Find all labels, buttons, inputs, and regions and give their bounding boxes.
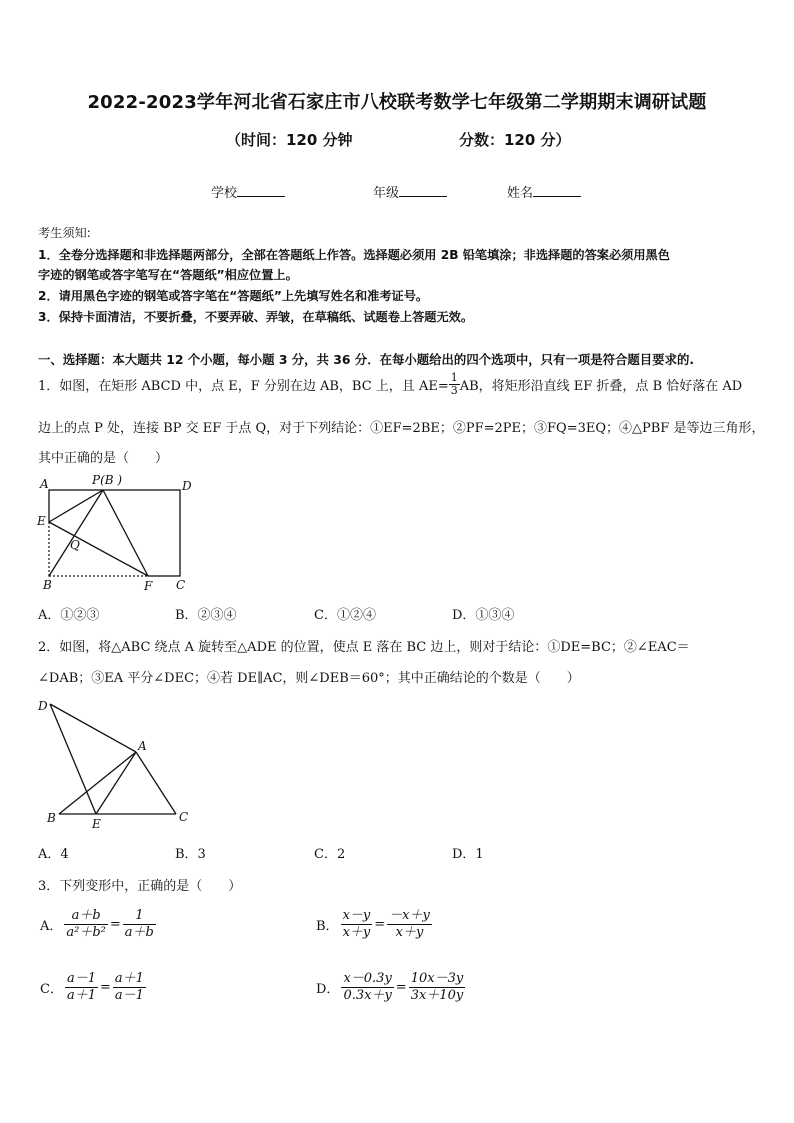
q3-a-rhs-numerator: 1 xyxy=(123,908,156,925)
q1-frac-numerator: 1 xyxy=(450,371,458,384)
q2-option-a: A．4 xyxy=(38,847,69,862)
q3-c-equals: = xyxy=(99,980,111,995)
grade-blank xyxy=(399,184,447,197)
q3-c-lhs-denominator: a＋1 xyxy=(66,988,96,1003)
q3-c-lhs-numerator: a－1 xyxy=(66,971,96,986)
q3-d-equals: = xyxy=(395,980,407,995)
q3-option-c xyxy=(38,971,146,1004)
q3-b-label: B． xyxy=(316,919,339,934)
school-label: 学校 xyxy=(211,186,238,201)
q1-option-b: B．②③④ xyxy=(175,608,237,623)
name-field xyxy=(507,182,581,201)
q3-d-rhs-denominator: 3x＋10y xyxy=(410,988,464,1003)
q3-d-rhs-numerator: 10x－3y xyxy=(410,971,464,986)
q3-b-equals: = xyxy=(374,917,386,932)
school-blank xyxy=(237,184,285,197)
q3-b-lhs xyxy=(341,908,373,941)
q1-line-2: 边上的点 P 处，连接 BP 交 EF 于点 Q，对于下列结论：①EF=2BE；②PF=2PE；③FQ=3EQ；④△PBF 是等边三角形， xyxy=(38,421,765,436)
q1-option-c: C．①②④ xyxy=(314,608,376,623)
q2-segment-BA xyxy=(59,752,136,814)
q1-option-d: D．①③④ xyxy=(452,608,515,623)
q3-a-rhs xyxy=(123,908,156,941)
q2-option-c: C．2 xyxy=(314,847,346,862)
q2-option-d: D．1 xyxy=(452,847,484,862)
q3-c-lhs xyxy=(65,971,98,1004)
q1-frac-denominator: 3 xyxy=(450,384,458,397)
q2-segment-DA xyxy=(50,704,136,752)
q3-c-rhs-numerator: a＋1 xyxy=(114,971,144,986)
section-heading: 一、选择题：本大题共 12 个小题，每小题 3 分，共 36 分．在每小题给出的四个选项中，只有一项是符合题目要求的. xyxy=(38,352,695,367)
q3-d-lhs-denominator: 0.3x＋y xyxy=(343,988,392,1003)
q1-figure xyxy=(30,470,210,595)
q3-c-rhs xyxy=(113,971,146,1004)
q3-stem: 3．下列变形中，正确的是（ ） xyxy=(38,879,242,894)
notice-line-1: 1．全卷分选择题和非选择题两部分，全部在答题纸上作答。选择题必须用 2B 铅笔填涂；非选择题的答案必须用黑色 xyxy=(38,248,670,262)
q3-option-b xyxy=(314,908,432,941)
notice-line-1b: 字迹的钢笔或答字笔写在“答题纸”相应位置上。 xyxy=(38,268,298,282)
q2-label-B: B xyxy=(47,811,56,825)
q1-label-C: C xyxy=(176,578,186,592)
exam-score: 分数：120 分） xyxy=(459,131,571,149)
q1-fraction xyxy=(449,372,460,397)
q3-d-label: D． xyxy=(316,982,340,997)
q1-segment-EP xyxy=(49,490,103,522)
q3-b-rhs-numerator: －x＋y xyxy=(389,908,430,923)
q3-option-a xyxy=(38,908,156,941)
notice-line-2: 2．请用黑色字迹的钢笔或答字笔在“答题纸”上先填写姓名和准考证号。 xyxy=(38,289,429,303)
name-label: 姓名 xyxy=(507,186,534,201)
q1-label-PB: P(B ) xyxy=(92,473,123,487)
grade-label: 年级 xyxy=(373,186,400,201)
q3-d-rhs xyxy=(409,971,466,1004)
q1-option-a: A．①②③ xyxy=(38,608,100,623)
grade-field xyxy=(373,182,447,201)
q1-label-E: E xyxy=(37,514,46,528)
q2-line-1: 2．如图，将△ABC 绕点 A 旋转至△ADE 的位置，使点 E 落在 BC 边上，则对于结论：①DE=BC；②∠EAC＝ xyxy=(38,640,690,655)
q3-a-lhs xyxy=(64,908,108,941)
q2-segment-EA xyxy=(96,752,136,814)
q3-a-rhs-denominator: a＋b xyxy=(124,925,154,940)
q2-label-E: E xyxy=(92,817,101,831)
q2-option-b: B．3 xyxy=(175,847,206,862)
notice-heading: 考生须知: xyxy=(38,226,91,240)
q2-segment-DE xyxy=(50,704,96,814)
exam-time: （时间：120 分钟 xyxy=(226,131,353,149)
q3-b-rhs-denominator: x＋y xyxy=(395,925,424,940)
q3-c-label: C． xyxy=(40,982,63,997)
q3-option-d xyxy=(314,971,465,1004)
q3-d-lhs-numerator: x－0.3y xyxy=(343,971,392,986)
q1-label-Q: Q xyxy=(70,538,80,552)
q1-label-D: D xyxy=(182,479,192,493)
q1-line-1 xyxy=(38,372,742,397)
q2-line-2: ∠DAB；③EA 平分∠DEC；④若 DE∥AC，则∠DEB＝60°；其中正确结论的个数是（ ） xyxy=(38,671,580,686)
q3-a-lhs-denominator: a²＋b² xyxy=(66,925,106,940)
q3-a-lhs-numerator: a＋b xyxy=(64,908,108,925)
q1-segment-BP xyxy=(49,490,103,576)
q3-a-label: A． xyxy=(40,919,63,934)
q2-label-C: C xyxy=(179,810,189,824)
school-field xyxy=(211,182,285,201)
q1-label-A: A xyxy=(40,477,49,491)
name-blank xyxy=(533,184,581,197)
q1-line-3: 其中正确的是（ ） xyxy=(38,451,169,466)
q3-a-equals: = xyxy=(109,917,121,932)
q2-segment-AC xyxy=(136,752,176,814)
q1-pre: 1．如图，在矩形 ABCD 中，点 E，F 分别在边 AB，BC 上，且 AE= xyxy=(38,379,449,394)
notice-line-3: 3．保持卡面清洁，不要折叠，不要弄破、弄皱，在草稿纸、试题卷上答题无效。 xyxy=(38,310,474,324)
q2-figure xyxy=(30,692,200,832)
q1-post: AB，将矩形沿直线 EF 折叠，点 B 恰好落在 AD xyxy=(459,379,743,394)
q3-d-lhs xyxy=(341,971,393,1004)
q1-label-B: B xyxy=(43,578,52,592)
q3-b-rhs xyxy=(387,908,432,941)
q3-b-lhs-denominator: x＋y xyxy=(342,925,371,940)
page-title: 2022-2023学年河北省石家庄市八校联考数学七年级第二学期期末调研试题 xyxy=(87,92,707,113)
q1-label-F: F xyxy=(144,579,153,593)
q2-label-A: A xyxy=(138,739,147,753)
q2-label-D: D xyxy=(38,699,48,713)
q3-c-rhs-denominator: a－1 xyxy=(114,988,144,1003)
q3-b-lhs-numerator: x－y xyxy=(342,908,371,923)
